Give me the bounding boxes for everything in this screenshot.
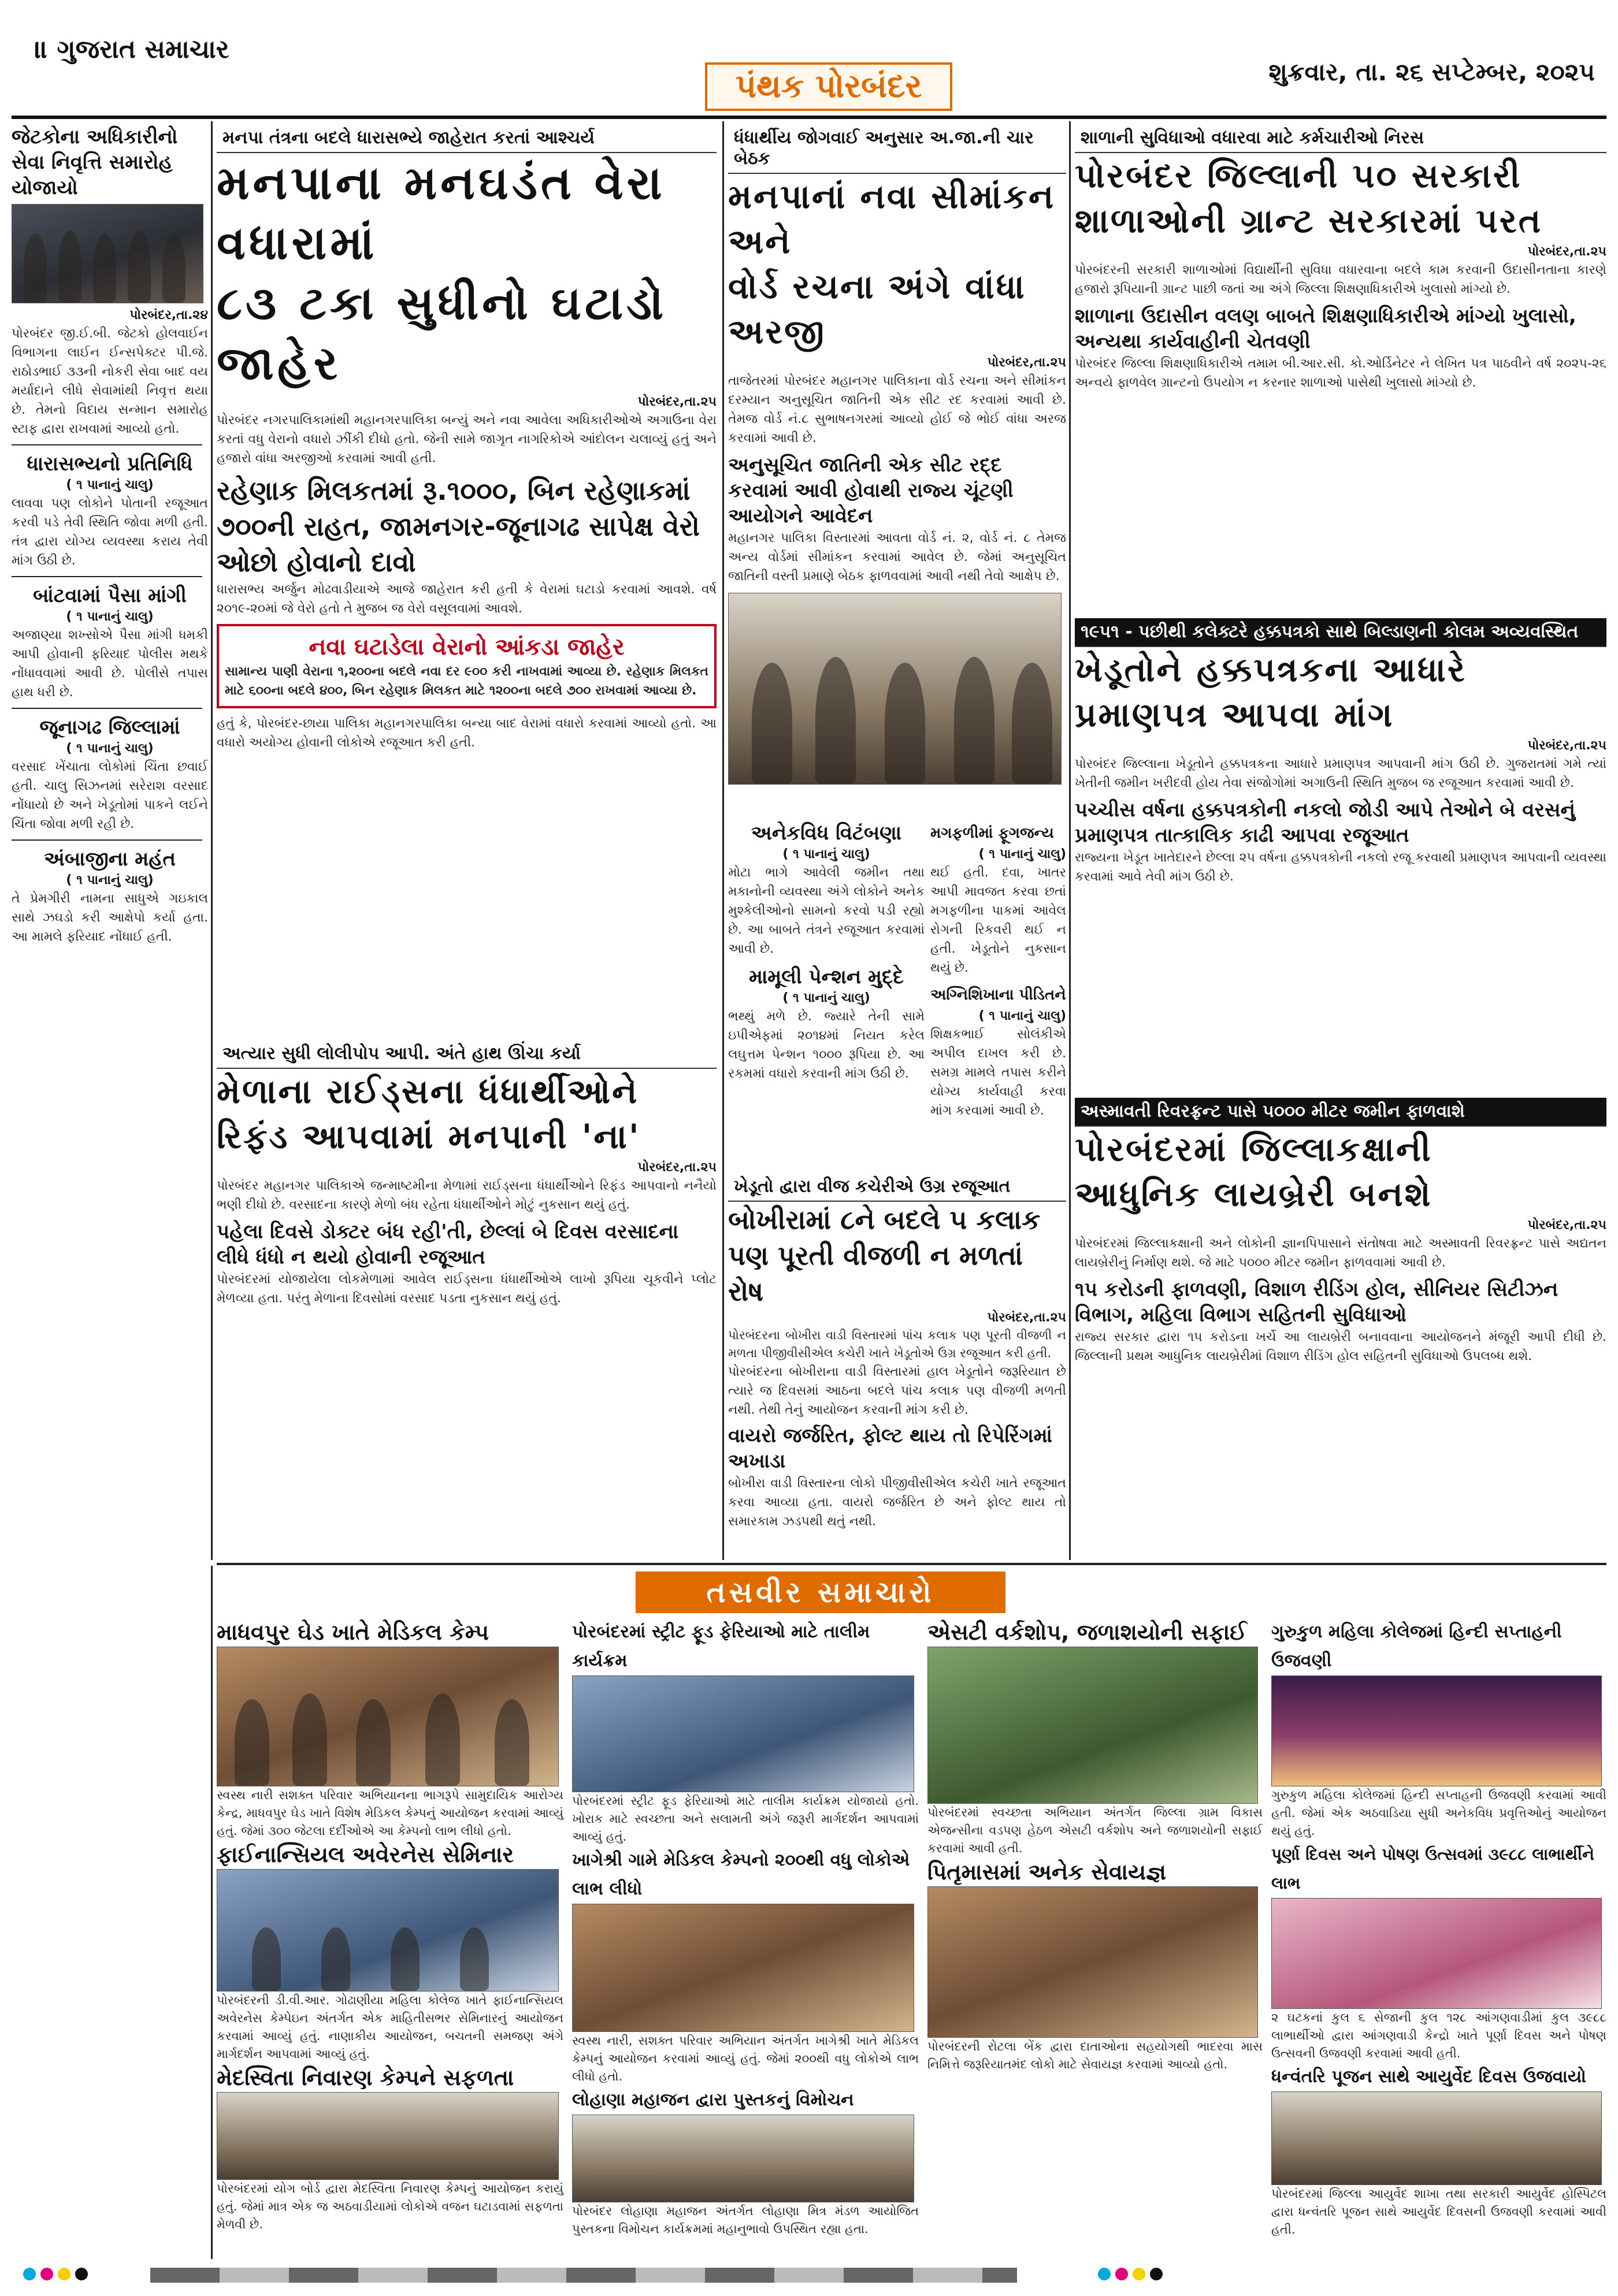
headline: મેળાના રાઈડ્સના ધંધાર્થીઓને <box>217 1072 639 1111</box>
story-body: અજાણ્યા શખ્સોએ પૈસા માંગી ધમકી આપી હોવાની ફરિયાદ પોલીસ મથકે નોંધાવવામાં આવી છે. પોલીસે તપાસ હાથ ધરી છે. <box>12 628 208 700</box>
refund-story <box>217 1040 717 1560</box>
group-photo <box>12 204 203 303</box>
wards-story <box>728 124 1066 818</box>
subheadline: પચ્ચીસ વર્ષના હક્કપત્રકોની નકલો જોડી આપે તેઓને બે વરસનું પ્રમાણપત્ર તાત્કાલિક કાઢી આપવા રજૂઆત <box>1075 798 1575 847</box>
dateline: પોરબંદર,તા.૨૫ <box>1527 738 1606 753</box>
story-body: વરસાદ ખેંચાતા લોકોમાં ચિંતા છવાઈ હતી. ચાલુ સિઝનમાં સરેરાશ વરસાદ નોંધાયો છે અને ખેડૂતોમાં પાકને લઈને ચિંતા જોવા મળી રહી છે. <box>12 760 208 831</box>
section-divider <box>217 1563 1606 1565</box>
divider <box>12 708 202 709</box>
story-title: ધારાસભ્યનો પ્રતિનિધિ <box>27 452 193 475</box>
dateline: પોરબંદર,તા.૨૫ <box>987 1310 1066 1325</box>
section-title: પંથક પોરબંદર <box>705 62 952 111</box>
story-body: બોખીરા વાડી વિસ્તારના લોકો પીજીવીસીએલ કચેરી ખાતે રજૂઆત કરવા આવ્યા હતા. વાયરો જર્જરિત છે અને ફોલ્ટ થાય તો સમારકામ ઝડપથી થતું નથી. <box>728 1476 1066 1529</box>
continued-label: ( ૧ પાનાનું ચાલુ) <box>66 478 154 492</box>
divider <box>12 576 202 577</box>
headline: રિફંડ આપવામાં મનપાની 'ના' <box>217 1117 641 1156</box>
headline: વોર્ડ રચના અંગે વાંધા અરજી <box>728 267 1026 351</box>
gallery-title: પોરબંદરમાં સ્ટ્રીટ ફૂડ ફેરિયાઓ માટે તાલીમ કાર્યક્રમ <box>572 1622 870 1671</box>
dateline: પોરબંદર,તા.૨૫ <box>987 355 1066 370</box>
library-story <box>1075 1098 1606 1560</box>
dateline: પોરબંદર,તા.૨૫ <box>1527 1218 1606 1232</box>
seminar-photo <box>217 1869 559 1992</box>
subheadline: વાયરો જર્જરિત, ફોલ્ટ થાય તો રિપેરિંગમાં અખાડા <box>728 1424 1052 1473</box>
photo-caption: ગુરુકુળ મહિલા કોલેજમાં હિન્દી સપ્તાહની ઉજવણી કરવામાં આવી હતી. જેમાં એક અઠવાડિયા સુધી અનેકવિધ પ્રવૃત્તિઓનું આયોજન થયું હતું. <box>1271 1788 1606 1838</box>
hindi-week-photo <box>1271 1675 1602 1786</box>
continued-label: ( ૧ પાનાનું ચાલુ) <box>66 873 154 887</box>
gallery-title: માધવપુર ઘેડ ખાતે મેડિકલ કેમ્પ <box>217 1619 489 1645</box>
farmers-story <box>1075 618 1606 1092</box>
dateline: પોરબંદર,તા.૨૫ <box>1527 244 1606 259</box>
story-title: જૂનાગઢ જિલ્લામાં <box>39 716 180 739</box>
food-training-photo <box>572 1675 914 1792</box>
photo-caption: પોરબંદરની રોટલા બેંક દ્વારા દાતાઓના સહયોગથી ભાદરવા માસ નિમિત્તે જરૂરિયાતમંદ લોકો માટે સેવાયજ્ઞ કરવામાં આવ્યો હતો. <box>927 2039 1263 2071</box>
story-kicker: ધંધાર્થીય જોગવાઈ અનુસાર અ.જા.ની ચાર બેઠક <box>728 124 1066 174</box>
story-body: પોરબંદર નગરપાલિકામાંથી મહાનગરપાલિકા બન્યું અને નવા આવેલા અધિકારીઓએ અગાઉના વેરા કરતાં વધુ વેરાનો વધારો ઝીંકી દીધો હતો. જેની સામે જાગૃત નાગરિકોએ આંદોલન ચલાવ્યું હતું અને હજારો વાંધા અરજીઓ કરવામાં આવી હતી. <box>217 413 717 466</box>
photo-caption: સ્વસ્થ નારી, સશક્ત પરિવાર અભિયાન અંતર્ગત ખાગેશ્રી ખાતે મેડિકલ કેમ્પનું આયોજન કરવામાં આવ્યું હતું. જેમાં ૨૦૦થી વધુ લોકોએ લાભ લીધો હતો. <box>572 2034 919 2083</box>
gallery-title: લોહાણા મહાજન દ્વારા પુસ્તકનું વિમોચન <box>572 2090 854 2110</box>
publication-date: શુક્રવાર, તા. ૨૬ સપ્ટેમ્બર, ૨૦૨૫ <box>1268 58 1595 86</box>
book-launch-photo <box>572 2115 914 2202</box>
photo-caption: પોરબંદરના બોખીરા વાડી વિસ્તારમાં પાંચ કલાક પણ પૂરતી વીજળી ન મળતા પીજીવીસીએલ કચેરી ખાતે ખેડૂતોએ ઉગ્ર રજૂઆત કરી હતી. <box>728 1328 1066 1360</box>
registration-marks <box>23 2268 92 2283</box>
story-kicker: ૧૯૫૧ - પછીથી કલેક્ટરે હક્કપત્રકો સાથે બિલ્ડાણની કોલમ અવ્યવસ્થિત <box>1075 618 1606 647</box>
headline: આધુનિક લાયબ્રેરી બનશે <box>1075 1175 1433 1214</box>
story-title: અનેકવિધ વિટંબણા <box>751 822 902 845</box>
subheadline: રહેણાક મિલકતમાં રૂ.૧૦૦૦, બિન રહેણાકમાં ૭૦૦ની રાહત, જામનગર-જૂનાગઢ સાપેક્ષ વેરો ઓછો હોવાનો દાવો <box>217 475 700 578</box>
story-title: અંબાજીના મહંત <box>43 848 176 871</box>
registration-marks <box>1098 2268 1167 2283</box>
story-body: રાજ્યના ખેડૂત ખાતેદારને છેલ્લા ૨૫ વર્ષના હક્કપત્રકોની નકલો રજૂ કરવાથી પ્રમાણપત્ર આપવાની વ્યવસ્થા કરવામાં આવે તેવી માંગ ઉઠી છે. <box>1075 850 1606 884</box>
left-column <box>12 124 208 2256</box>
column-rule <box>722 121 724 1560</box>
continued-label: ( ૧ પાનાનું ચાલુ) <box>66 610 154 624</box>
lead-story <box>217 124 717 750</box>
headline: પોરબંદર જિલ્લાની ૫૦ સરકારી <box>1075 156 1522 195</box>
story-body: લાવવા પણ લોકોને પોતાની રજૂઆત કરવી પડે તેવી સ્થિતિ જોવા મળી હતી. તંત્ર દ્વારા યોગ્ય વ્યવસ્થા કરાય તેવી માંગ ઉઠી છે. <box>12 496 208 568</box>
story-body: મહાનગર પાલિકા વિસ્તારમાં આવતા વોર્ડ નં. ૨, વોર્ડ નં. ૮ તેમજ અન્ય વોર્ડમાં સીમાંકન કરવામાં આવેલ છે. જેમાં અનુસૂચિત જાતિની વસ્તી પ્રમાણે બેઠક ફાળવવામાં આવી નથી તેવો આક્ષેપ છે. <box>728 531 1066 584</box>
headline: મનપાના મનઘડંત વેરા વધારામાં <box>217 156 666 270</box>
dateline: પોરબંદર,તા.૨૪ <box>129 308 208 322</box>
photo-caption: સ્વસ્થ નારી સશક્ત પરિવાર અભિયાનના ભાગરૂપે સામુદાયિક આરોગ્ય કેન્દ્ર, માધવપુર ઘેડ ખાતે વિશેષ મેડિકલ કેમ્પનું આયોજન કરવામાં આવ્યું હતું. જેમાં ૩૦૦ જેટલા દર્દીઓએ આ કેમ્પનો લાભ લીધો હતો. <box>217 1788 563 1838</box>
gallery-title: ખાગેશ્રી ગામે મેડિકલ કેમ્પનો ૨૦૦થી વધુ લોકોએ લાભ લીધો <box>572 1850 910 1899</box>
headline: બોખીરામાં ૮ને બદલે ૫ કલાક <box>728 1204 1041 1235</box>
village-camp-photo <box>572 1904 914 2032</box>
photo-news-banner: તસવીર સમાચારો <box>636 1571 1005 1613</box>
story-body: પોરબંદરની સરકારી શાળાઓમાં વિદ્યાર્થીની સુવિધા વધારવાના બદલે કામ કરવાની ઉદાસીનતાના કારણે હજારો રૂપિયાની ગ્રાન્ટ પાછી જતાં આ અંગે જિલ્લા શિક્ષણાધિકારીએ ખુલાસો માંગ્યો છે. <box>1075 263 1606 296</box>
nutrition-photo <box>1271 1898 1602 2009</box>
story-kicker: શાળાની સુવિધાઓ વધારવા માટે કર્મચારીઓ નિરસ <box>1075 124 1606 153</box>
column-rule <box>211 1566 213 2259</box>
box-title: નવા ઘટાડેલા વેરાનો આંકડા જાહેર <box>309 634 625 660</box>
cleanup-photo <box>927 1647 1258 1804</box>
story-body: તાજેતરમાં પોરબંદર મહાનગર પાલિકાના વોર્ડ રચના અને સીમાંકન દરમ્યાન અનુસૂચિત જાતિની એક સીટ રદ કરવામાં આવી છે. તેમજ વોર્ડ નં.૮ સુભાષનગરમાં આવ્યો હોઈ જે ભોઈ વાંધા અરજ કરવામાં આવી છે. <box>728 374 1066 445</box>
story-body: પોરબંદર જિલ્લાના ખેડૂતોને હક્કપત્રકના આધારે પ્રમાણપત્ર આપવાની માંગ ઉઠી છે. ગુજરાતમાં ગમે ત્યાં ખેતીની જમીન ખરીદવી હોય તેવા સંજોગોમાં અગાઉની સ્થિતિ મુજબ જ રજૂઆત કરવામાં આવી છે. <box>1075 757 1606 790</box>
headline: પોરબંદરમાં જિલ્લાકક્ષાની <box>1075 1130 1433 1169</box>
story-title: જેટકોના અધિકારીનો સેવા નિવૃત્તિ સમારોહ યોજાયો <box>12 125 178 199</box>
yoga-camp-photo <box>217 2092 559 2180</box>
dateline: પોરબંદર,તા.૨૫ <box>637 395 717 409</box>
power-story <box>728 1173 1066 1560</box>
misc-column <box>728 820 925 1167</box>
continued-label: ( ૧ પાનાનું ચાલુ) <box>978 847 1066 861</box>
column-rule <box>1069 121 1071 1560</box>
story-title: બાંટવામાં પૈસા માંગી <box>33 584 187 607</box>
story-title: મામૂલી પેન્શન મુદ્દે <box>748 965 904 989</box>
masthead-divider <box>12 116 1606 119</box>
dateline: પોરબંદર,તા.૨૫ <box>637 1160 717 1175</box>
misc-column-2 <box>930 820 1066 1167</box>
subheadline: પહેલા દિવસે ડોક્ટર બંધ રહી'તી, છેલ્લાં બે દિવસ વરસાદના લીધે ધંધો ન થયો હોવાની રજૂઆત <box>217 1220 679 1269</box>
headline: ખેડૂતોને હક્કપત્રકના આધારે <box>1075 650 1467 689</box>
story-body: મોટા ભાગે આવેલી જમીન તથા મકાનોની વ્યવસ્થા અંગે લોકોને અનેક મુશ્કેલીઓનો સામનો કરવો પડી રહ્યો છે. આ બાબતે તંત્રને રજૂઆત કરવામાં આવી છે. <box>728 865 925 956</box>
continued-label: ( ૧ પાનાનું ચાલુ) <box>782 847 870 861</box>
story-title: મગફળીમાં ફૂગજન્ય <box>930 824 1054 842</box>
continued-label: ( ૧ પાનાનું ચાલુ) <box>978 1009 1066 1023</box>
story-body: હતું કે, પોરબંદર-છાયા પાલિકા મહાનગરપાલિકા બન્યા બાદ વેરામાં વધારો કરવામાં આવ્યો હતો. આ વધારો અયોગ્ય હોવાની લોકોએ રજૂઆત કરી હતી. <box>217 716 717 750</box>
story-body: શિક્ષકભાઈ સોલંકીએ અપીલ દાખલ કરી છે. સમગ્ર મામલે તપાસ કરીને યોગ્ય કાર્યવાહી કરવા માંગ કરવામાં આવી છે. <box>930 1027 1066 1118</box>
story-body: તે પ્રેમગીરી નામના સાધુએ ગઇકાલ સાથે ઝઘડો કરી આક્ષેપો કર્યા હતા. આ મામલે ફરિયાદ નોંધાઈ હતી. <box>12 891 208 944</box>
story-body: ધારાસભ્ય અર્જુન મોઢવાડીયાએ આજે જાહેરાત કરી હતી કે વેરામાં ઘટાડો કરવામાં આવશે. વર્ષ ૨૦૧૯-૨૦માં જે વેરો હતો તે મુજબ જ વેરો વસૂલવામાં આવશે. <box>217 582 717 616</box>
highlight-box <box>217 624 717 708</box>
story-body: પોરબંદર જિલ્લા શિક્ષણાધિકારીએ તમામ બી.આર.સી. કો.ઓર્ડિનેટર ને લેખિત પત્ર પાઠવીને વર્ષ ૨૦૨૫-૨૬ અન્વયે ફાળવેલ ગ્રાન્ટનો ઉપયોગ ન કરનાર શાળાઓ પાસેથી ખુલાસો માંગ્યો છે. <box>1075 356 1606 390</box>
story-body: પોરબંદરમાં યોજાયેલા લોકમેળામાં આવેલ રાઈડ્સના ધંધાર્થીઓએ લાખો રૂપિયા ચૂકવીને પ્લોટ મેળવ્યા હતા. પરંતુ મેળાના દિવસોમાં વરસાદ પડતા નુકસાન થયું હતું. <box>217 1272 717 1306</box>
photo-caption: પોરબંદરમાં સ્ટ્રીટ ફૂડ ફેરિયાઓ માટે તાલીમ કાર્યક્રમ યોજાયો હતો. ખોરાક માટે સ્વચ્છતા અને સલામતી અંગે જરૂરી માર્ગદર્શન આપવામાં આવ્યું હતું. <box>572 1794 919 1844</box>
medical-camp-photo <box>217 1647 559 1786</box>
column-rule <box>211 121 213 1560</box>
story-body: પોરબંદર મહાનગર પાલિકાએ જન્માષ્ટમીના મેળામાં રાઈડ્સના ધંધાર્થીઓને રિફંડ આપવાનો નનૈયો ભણી દીધો છે. વરસાદના કારણે મેળો બંધ રહેતા ધંધાર્થીઓને મોટું નુકસાન થયું હતું. <box>217 1179 717 1212</box>
photo-caption: ૨ ઘટકનાં કુલ ૬ સેજાની કુલ ૧૨૮ આંગણવાડીમાં કુલ ૩૯૮૮ લાભાર્થીઓ દ્વારા આંગણવાડી કેન્દ્રો ખાતે પૂર્ણા દિવસ અને પોષણ ઉત્સવની ઉજવણી કરવામાં આવી હતી. <box>1271 2011 1606 2060</box>
story-kicker: અસ્માવતી રિવરફ્રન્ટ પાસે ૫૦૦૦ મીટર જમીન ફાળવાશે <box>1075 1098 1606 1127</box>
headline: પ્રમાણપત્ર આપવા માંગ <box>1075 695 1394 734</box>
headline: પણ પૂરતી વીજળી ન મળતાં રોષ <box>728 1240 1023 1307</box>
gallery-column-a <box>217 1618 563 2259</box>
masthead <box>0 0 1618 105</box>
gallery-title: ફાઈનાન્સિયલ અવેરનેસ સેમિનાર <box>217 1842 514 1867</box>
story-body: પોરબંદરમાં જિલ્લાકક્ષાની અને લોકોની જ્ઞાનપિપાસાને સંતોષવા માટે અસ્માવતી રિવરફ્રન્ટ પાસે અદ્યતન લાયબ્રેરીનું નિર્માણ થશે. જે માટે ૫૦૦૦ મીટર જમીન ફાળવવામાં આવી છે. <box>1075 1236 1606 1270</box>
subheadline: અનુસૂચિત જાતિની એક સીટ રદ્દ કરવામાં આવી હોવાથી રાજ્ય ચૂંટણી આયોગને આવેદન <box>728 454 1014 527</box>
gallery-column-d <box>1271 1618 1606 2259</box>
gallery-title: મેદસ્વિતા નિવારણ કેમ્પને સફળતા <box>217 2065 514 2090</box>
story-body: ભથ્થું મળે છે. જ્યારે તેની સામે ઇપીએફમાં ૨૦૧૪માં નિયત કરેલ લઘુત્તમ પેન્શન ૧૦૦૦ રૂપિયા છે. આ રકમમાં વધારો કરવાની માંગ ઉઠી છે. <box>728 1009 925 1081</box>
color-strip <box>150 2268 1017 2283</box>
divider <box>12 839 202 841</box>
gallery-title: ગુરુકુળ મહિલા કોલેજમાં હિન્દી સપ્તાહની ઉજવણી <box>1271 1622 1562 1671</box>
ayurveda-day-photo <box>1271 2091 1602 2185</box>
box-body: સામાન્ય પાણી વેરાના ૧,૨૦૦ના બદલે નવા દર ૯૦૦ કરી નાખવામાં આવ્યા છે. રહેણાક મિલકત માટે ૬૦૦ના બદલે ૪૦૦, બિન રહેણાક મિલકત માટે ૧૨૦૦ના બદલે ૭૦૦ રાખવામાં આવ્યા છે. <box>225 664 708 698</box>
photo-caption: પોરબંદર લોહાણા મહાજન અંતર્ગત લોહાણા મિત્ર મંડળ આયોજિત પુસ્તકના વિમોચન કાર્યક્રમમાં મહાનુભાવો ઉપસ્થિત રહ્યા હતા. <box>572 2204 919 2236</box>
photo-caption: પોરબંદરમાં સ્વચ્છતા અભિયાન અંતર્ગત જિલ્લા ગ્રામ વિકાસ એજન્સીના વડપણ હેઠળ એસટી વર્કશોપ અને જળાશયોની સફાઈ કરવામાં આવી હતી. <box>927 1805 1263 1855</box>
photo-caption: પોરબંદરમાં યોગ બોર્ડ દ્વારા મેદસ્વિતા નિવારણ કેમ્પનું આયોજન કરાયું હતું. જેમાં માત્ર એક જ અઠવાડીયામાં લોકોએ વજન ઘટાડવામાં સફળતા મેળવી છે. <box>217 2182 563 2231</box>
story-kicker: મનપા તંત્રના બદલે ધારાસભ્યે જાહેરાત કરતાં આશ્ચર્ય <box>217 124 717 153</box>
story-kicker: ખેડૂતો દ્વારા વીજ કચેરીએ ઉગ્ર રજૂઆત <box>728 1173 1066 1202</box>
headline: શાળાઓની ગ્રાન્ટ સરકારમાં પરત <box>1075 201 1543 240</box>
gallery-column-b <box>572 1618 919 2259</box>
story-body: થઈ હતી. દવા, ખાતર આપી માવજત કરવા છતાં મગફળીના પાકમાં આવેલ રોગની રિકવરી થઈ ન હતી. ખેડૂતોને નુકસાન થયું છે. <box>930 865 1066 975</box>
story-body: પોરબંદર જી.ઈ.બી. જેટકો હોલવાઈન વિભાગના લાઈન ઈન્સપેક્ટર પી.જે. રાઠોડભાઈ ૩૩ની નોકરી સેવા બાદ વય મર્યાદાને લીધે સેવામાંથી નિવૃત્ત થયા છે. તેમનો વિદાય સન્માન સમારોહ સ્ટાફ દ્વારા રાખવામાં આવ્યો હતો. <box>12 326 208 436</box>
story-body: પોરબંદરના બોખીરાના વાડી વિસ્તારમાં હાલ ખેડૂતોને જરૂરિયાત છે ત્યારે જ દિવસમાં આઠના બદલે પાંચ કલાક પણ વીજળી મળતી નથી. તેથી તેનું આયોજન કરવાની માંગ કરી છે. <box>728 1365 1066 1417</box>
subheadline: શાળાના ઉદાસીન વલણ બાબતે શિક્ષણાધિકારીએ માંગ્યો ખુલાસો, અન્યથા કાર્યવાહીની ચેતવણી <box>1075 304 1576 353</box>
continued-label: ( ૧ પાનાનું ચાલુ) <box>782 991 870 1005</box>
story-title: અગ્નિશિખાના પીડિતને <box>930 986 1066 1004</box>
seva-photo <box>927 1886 1258 2038</box>
grants-story <box>1075 124 1606 615</box>
continued-label: ( ૧ પાનાનું ચાલુ) <box>66 741 154 756</box>
story-body: રાજ્ય સરકાર દ્વારા ૧૫ કરોડના ખર્ચે આ લાયબ્રેરી બનાવવાના આયોજનને મંજૂરી આપી દીધી છે. જિલ્લાની પ્રથમ આધુનિક લાયબ્રેરીમાં વિશાળ રીડિંગ હોલ સહિતની સુવિધાઓ ઉપલબ્ધ થશે. <box>1075 1330 1606 1364</box>
meeting-photo <box>728 593 1062 785</box>
subheadline: ૧૫ કરોડની ફાળવણી, વિશાળ રીડિંગ હોલ, સીનિયર સિટીઝન વિભાગ, મહિલા વિભાગ સહિતની સુવિધાઓ <box>1075 1278 1558 1327</box>
gallery-title: ધન્વંતરિ પૂજન સાથે આયુર્વેદ દિવસ ઉજવાયો <box>1271 2067 1586 2087</box>
gallery-title: એસટી વર્કશોપ, જળાશયોની સફાઈ <box>927 1619 1247 1645</box>
divider <box>12 444 202 445</box>
newspaper-name: ॥ ગુજરાત સમાચાર <box>35 35 229 64</box>
gallery-title: પૂર્ણા દિવસ અને પોષણ ઉત્સવમાં ૩૯૮૮ લાભાર્થીને લાભ <box>1271 1845 1594 1893</box>
gallery-column-c <box>927 1618 1263 2259</box>
gallery-title: પિતૃમાસમાં અનેક સેવાયજ્ઞ <box>927 1859 1166 1885</box>
photo-caption: પોરબંદરની ડી.વી.આર. ગોઢાણીયા મહિલા કોલેજ ખાતે ફાઈનાન્સિયલ અવેરનેસ કેમ્પેઇન અંતર્ગત એક માહિતીસભર સેમિનારનું આયોજન કરવામાં આવ્યું હતું. નાણાકીય આયોજન, બચતની સમજણ અંગે માર્ગદર્શન આપવામાં આવ્યું હતું. <box>217 1993 563 2061</box>
headline: ૮૩ ટકા સુધીનો ઘટાડો જાહેર <box>217 276 667 390</box>
headline: મનપાનાં નવા સીમાંકન અને <box>728 177 1056 261</box>
photo-caption: પોરબંદરમાં જિલ્લા આયુર્વેદ શાખા તથા સરકારી આયુર્વેદ હોસ્પિટલ દ્વારા ધન્વંતરિ પૂજન સાથે આયુર્વેદ દિવસની ઉજવણી કરવામાં આવી હતી. <box>1271 2187 1606 2236</box>
story-kicker: અત્યાર સુધી લોલીપોપ આપી. અંતે હાથ ઊંચા કર્યા <box>217 1040 717 1069</box>
